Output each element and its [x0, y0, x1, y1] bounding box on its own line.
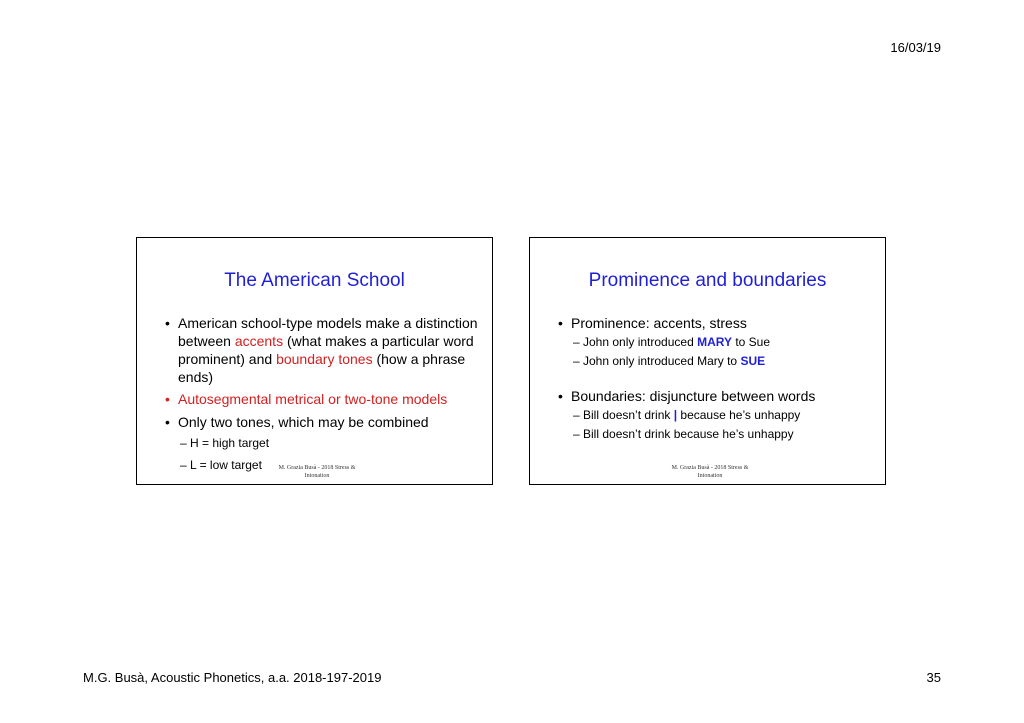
sub-text: because he’s unhappy	[677, 408, 801, 422]
boundary-marker: |	[673, 408, 678, 422]
sub-item	[556, 353, 873, 369]
highlight-boundary-tones: boundary tones	[276, 351, 373, 367]
page-footer-course: M.G. Busà, Acoustic Phonetics, a.a. 2018-197-2019	[83, 670, 382, 685]
bullet-text: Only two tones, which may be combined	[178, 414, 429, 430]
bullet-dot-icon: •	[165, 391, 170, 407]
sub-item: – L = low target	[180, 458, 262, 472]
sub-text: – Bill doesn’t drink	[573, 408, 674, 422]
slide-footer-line: Intonation	[697, 473, 723, 479]
bullet-text: American school-type models make a distinction between	[178, 315, 478, 349]
bullet-text: Boundaries: disjuncture between words	[571, 388, 816, 404]
bullet-dot-icon: •	[558, 388, 563, 404]
sub-item: – Bill doesn’t drink because he’s unhappy	[573, 427, 794, 441]
bullet-item	[163, 413, 480, 431]
slide-title: The American School	[224, 270, 405, 291]
bullet-item	[163, 314, 480, 386]
bullet-list	[163, 314, 480, 473]
bullet-dot-icon: •	[165, 414, 170, 430]
slide-footer	[655, 464, 765, 480]
emphasis-sue: SUE	[740, 354, 766, 368]
bullet-dot-icon: •	[165, 315, 170, 331]
bullet-text: (what makes a particular word prominent) and	[178, 333, 474, 367]
slide-title: Prominence and boundaries	[588, 270, 827, 291]
slide-prominence-boundaries	[529, 237, 886, 485]
slide-american-school	[136, 237, 493, 485]
sub-item	[556, 334, 873, 350]
bullet-item	[163, 390, 480, 408]
slide-footer-line: Intonation	[304, 473, 330, 479]
bullet-list	[556, 314, 873, 442]
bullet-text: Prominence: accents, stress	[571, 315, 747, 331]
sub-text: – John only introduced	[573, 335, 698, 349]
bullet-item	[556, 387, 873, 405]
bullet-text: Autosegmental metrical or two-tone models	[178, 391, 448, 407]
bullet-text: (how a phrase ends)	[178, 351, 466, 385]
slide-footer-line: M. Grazia Busà - 2018 Stress &	[671, 465, 749, 471]
highlight-accents: accents	[234, 333, 284, 349]
slide-footer	[272, 464, 362, 480]
sub-text: to Sue	[731, 335, 771, 349]
sub-text: – John only introduced Mary to	[573, 354, 741, 368]
page-number: 35	[926, 670, 941, 685]
sub-item: – H = high target	[180, 436, 270, 450]
emphasis-mary: MARY	[697, 335, 732, 349]
slide-footer-line: M. Grazia Busà - 2018 Stress &	[278, 465, 356, 471]
bullet-item	[556, 314, 873, 332]
bullet-dot-icon: •	[558, 315, 563, 331]
page-date: 16/03/19	[890, 40, 941, 55]
sub-item	[556, 407, 873, 423]
